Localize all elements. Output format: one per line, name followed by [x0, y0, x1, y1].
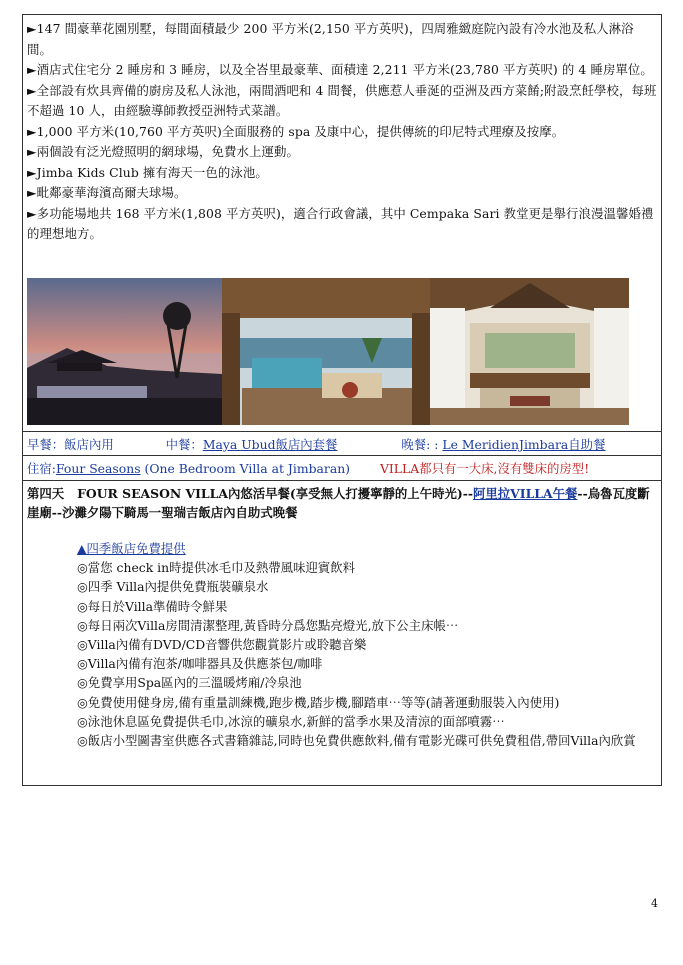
free-services-heading[interactable]: ▲四季飯店免費提供	[77, 541, 186, 556]
dinner-link[interactable]: Le MeridienJimbara自助餐	[442, 437, 606, 452]
divider	[23, 455, 661, 456]
accommodation-row	[27, 459, 657, 477]
alila-lunch-link[interactable]: 阿里拉VILLA午餐	[473, 486, 578, 501]
villa-sunset-photo	[27, 278, 222, 425]
lunch-link[interactable]: Maya Ubud飯店內套餐	[202, 437, 338, 452]
service-item: ◎Villa內備有DVD/CD音響供您觀賞影片或聆聽音樂	[77, 637, 367, 653]
service-item: ◎泳池休息區免費提供毛巾,冰涼的礦泉水,新鮮的當季水果及清涼的面部噴霧⋯	[77, 713, 505, 729]
stay-label: 住宿:	[27, 461, 56, 476]
free-services-list	[77, 539, 667, 750]
meals-row	[27, 435, 657, 453]
content-frame	[22, 14, 662, 786]
service-item: ◎Villa內備有泡茶/咖啡器具及供應茶包/咖啡	[77, 656, 323, 672]
amenity-item: ►1,000 平方米(10,760 平方英呎)全面服務的 spa 及康中心，提供傳統的印尼特式理療及按摩。	[27, 123, 565, 139]
hotel-link[interactable]: Four Seasons	[55, 461, 141, 476]
service-item: ◎飯店小型圖書室供應各式書籍雜誌,同時也免費供應飲料,備有電影光碟可供免費租借,帶回Villa內欣賞	[77, 733, 636, 749]
service-item: ◎每日於Villa準備時令鮮果	[77, 598, 228, 614]
day4-prefix: 第四天	[27, 486, 65, 501]
villa-interior-photo	[430, 278, 629, 425]
dinner-label: 晚餐: :	[401, 437, 443, 452]
amenity-item: ►兩個設有泛光燈照明的網球場，免費水上運動。	[27, 144, 299, 159]
page-number: 4	[651, 897, 658, 910]
breakfast-value: 飯店內用	[64, 437, 114, 452]
divider	[23, 480, 661, 481]
amenities-list	[27, 19, 657, 245]
photo-strip	[27, 278, 629, 425]
lunch-label: 中餐：	[165, 437, 203, 452]
villa-pool-photo	[222, 278, 430, 425]
service-item: ◎免費享用Spa區內的三溫暖烤廂/冷泉池	[77, 675, 302, 691]
villa-note: VILLA都只有一大床,沒有雙床的房型!	[379, 461, 590, 476]
divider	[23, 431, 661, 432]
day4-title-a: FOUR SEASON VILLA內悠活早餐(享受無人打擾寧靜的上午時光)--	[77, 486, 474, 501]
amenity-item: ►毗鄰豪華海濱高爾夫球場。	[27, 185, 187, 200]
amenity-item: ►多功能場地共 168 平方米(1,808 平方英呎)，適合行政會議，其中 Cempaka Sari 教堂更是舉行浪漫溫馨婚禮的理想地方。	[27, 205, 654, 241]
service-item: ◎每日兩次Villa房間清潔整理,黃昏時分爲您點亮燈光,放下公主床帳⋯	[77, 617, 459, 633]
service-item: ◎四季 Villa內提供免費瓶裝礦泉水	[77, 579, 269, 595]
day4-title-b: --烏魯瓦度斷崖廟--沙灘夕陽下騎馬一聖瑞吉飯店內自助式晚餐	[27, 486, 650, 520]
amenity-item: ►147 間豪華花園別墅，每間面積最少 200 平方米(2,150 平方英呎)，四周雅緻庭院內設有冷水池及私人淋浴間。	[27, 21, 634, 57]
room-type: (One Bedroom Villa at Jimbaran)	[140, 461, 351, 476]
service-item: ◎當您 check in時提供冰毛巾及熱帶風味迎賓飲料	[77, 560, 355, 576]
day4-section	[27, 484, 657, 522]
amenity-item: ►全部設有炊具齊備的廚房及私人泳池，兩間酒吧和 4 間餐，供應惹人垂涎的亞洲及西方菜餚;附設烹飪學校，每班不超過 10 人，由經驗導師教授亞洲特式菜譜。	[27, 82, 657, 118]
amenity-item: ►Jimba Kids Club 擁有海天一色的泳池。	[27, 164, 268, 180]
amenity-item: ►酒店式住宅分 2 睡房和 3 睡房，以及全峇里最豪華、面積達 2,211 平方米(23,780 平方英呎) 的 4 睡房單位。	[27, 62, 653, 77]
service-item: ◎免費使用健身房,備有重量訓練機,跑步機,踏步機,腳踏車⋯等等(請著運動服裝入內使用)	[77, 694, 560, 710]
breakfast-label: 早餐：	[27, 437, 65, 452]
day4-title	[27, 484, 657, 522]
